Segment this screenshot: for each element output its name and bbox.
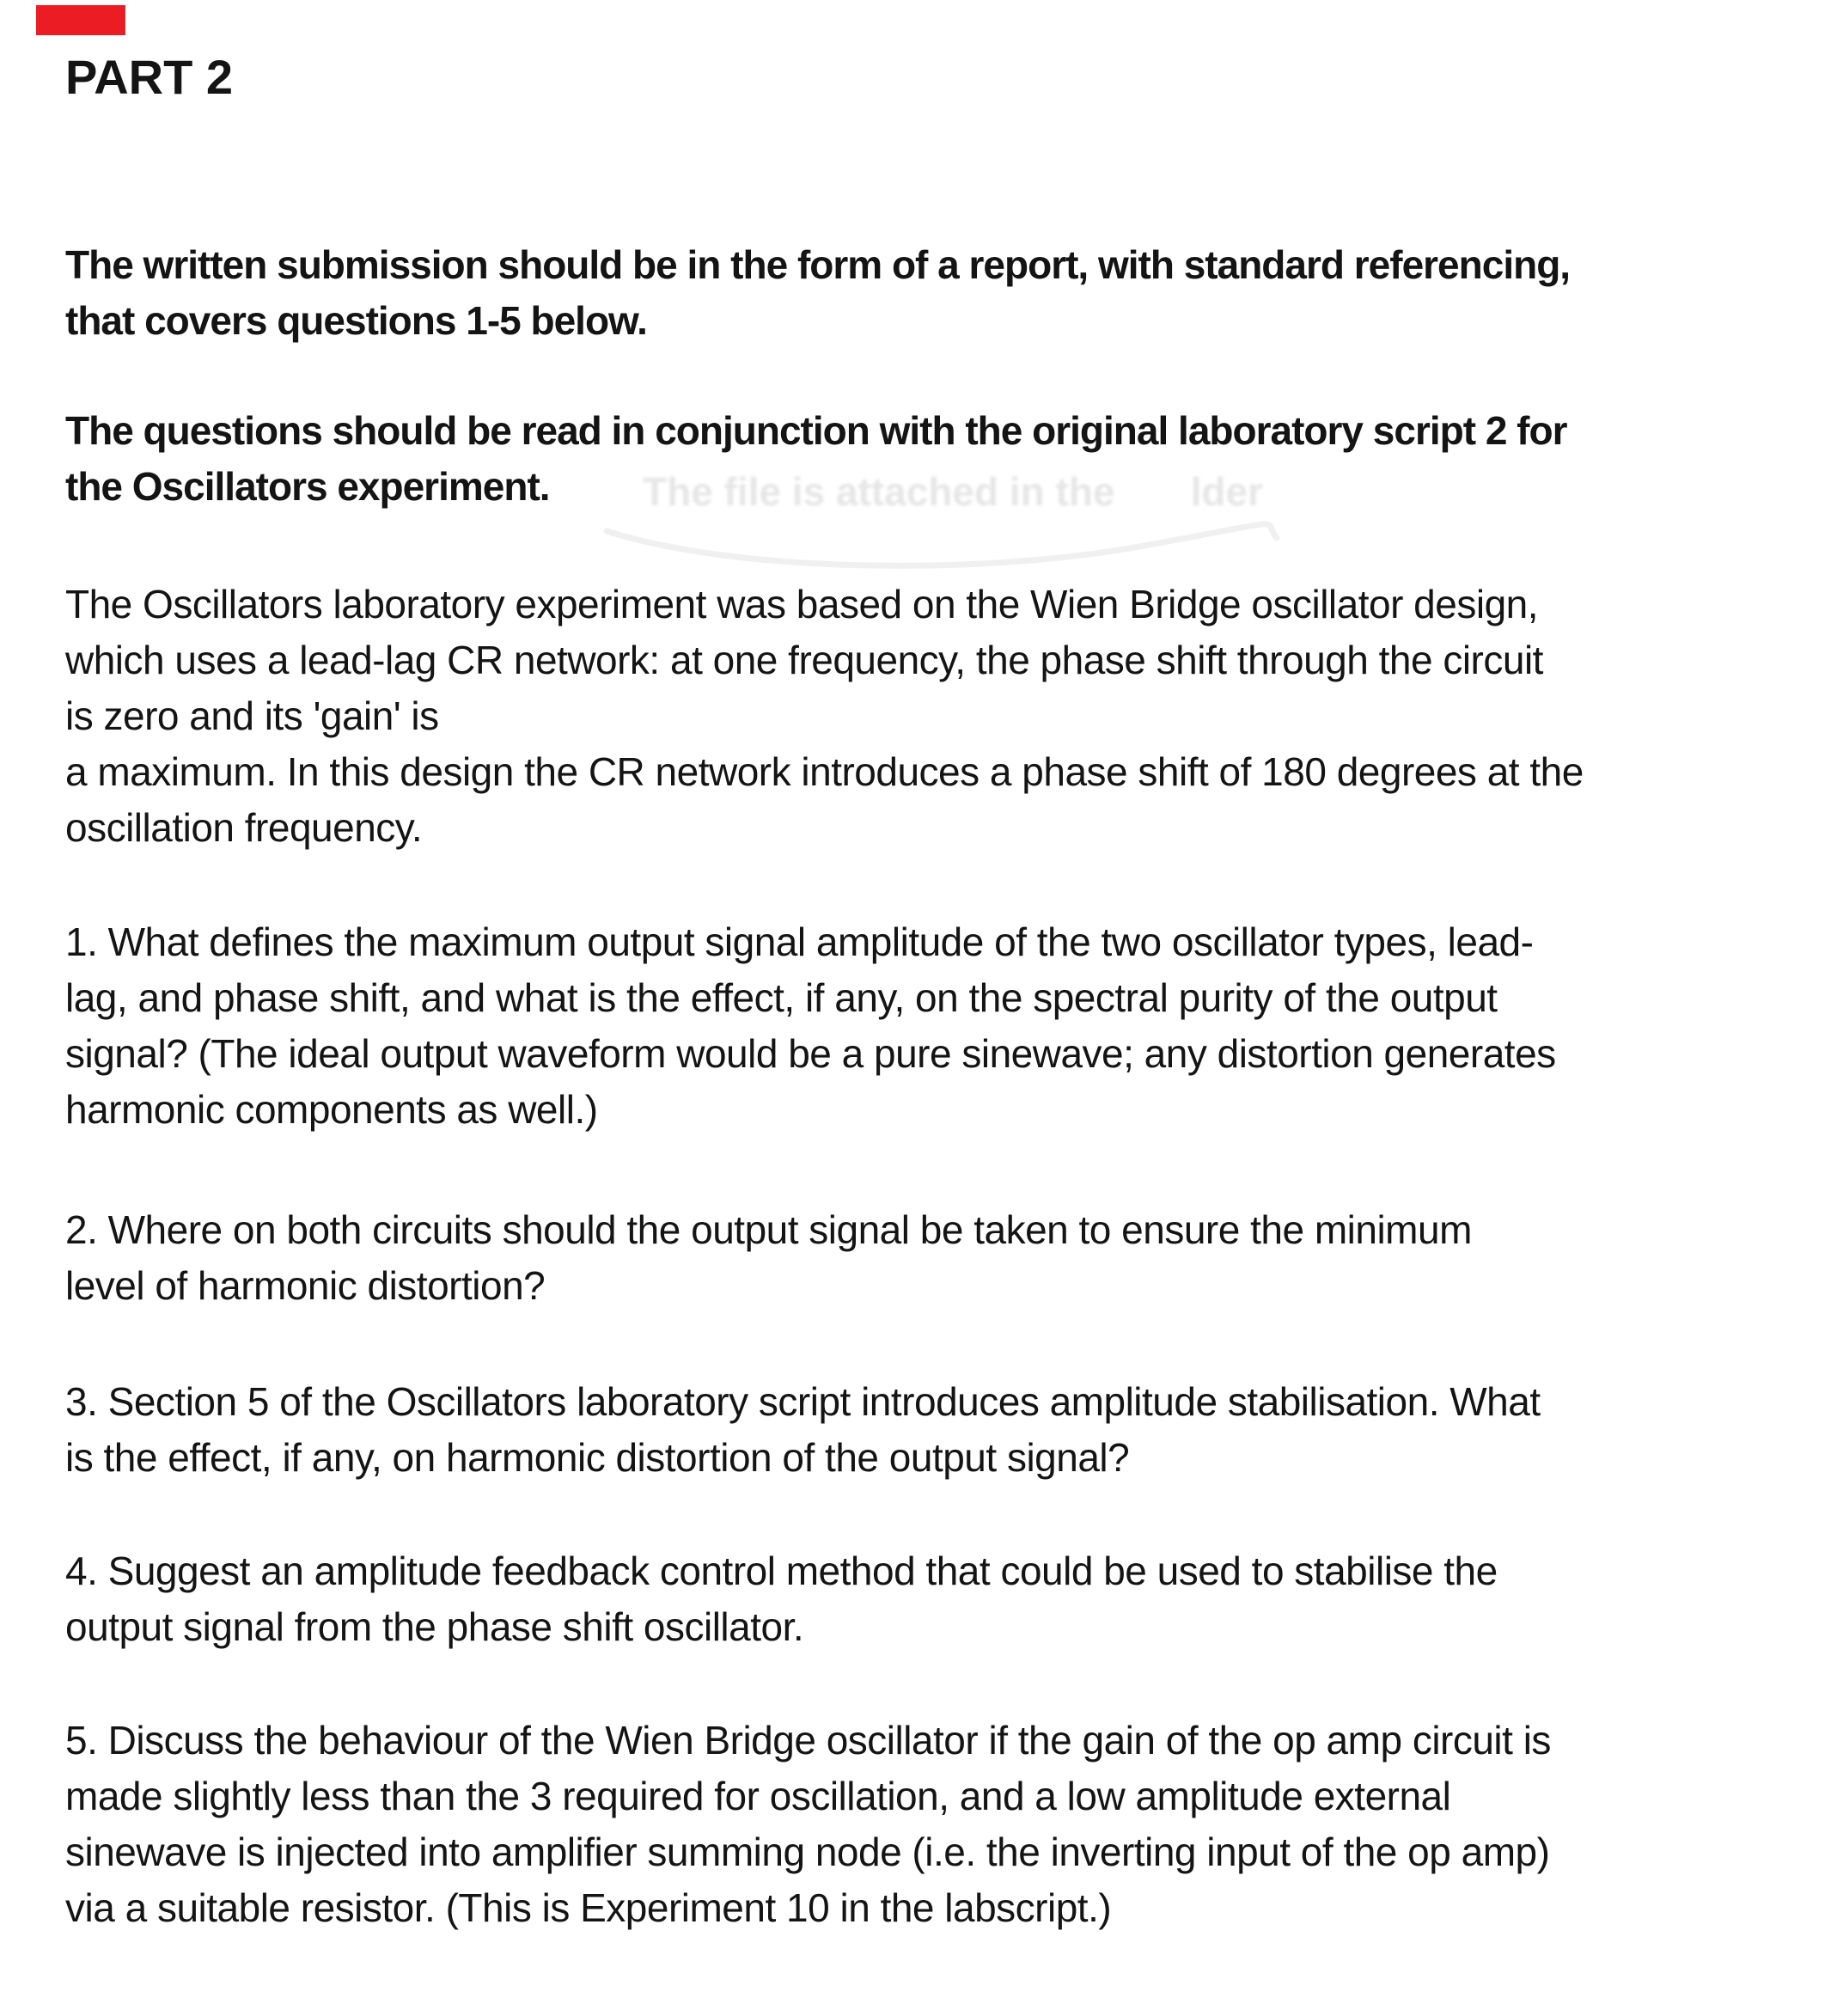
ghost-text-part: The file is attached in the	[643, 469, 1115, 514]
intro-paragraph-1	[65, 237, 1570, 349]
question-line: 5. Discuss the behaviour of the Wien Bridge oscillator if the gain of the op amp circuit is	[65, 1718, 1551, 1762]
question-5	[65, 1713, 1551, 1936]
paragraph-line: The Oscillators laboratory experiment was based on the Wien Bridge oscillator design,	[65, 582, 1539, 626]
intro-paragraph-3	[65, 577, 1584, 856]
question-3	[65, 1374, 1541, 1486]
paragraph-line: oscillation frequency.	[65, 805, 423, 850]
paragraph-line: that covers questions 1-5 below.	[65, 298, 647, 343]
question-line: is the effect, if any, on harmonic distortion of the output signal?	[65, 1435, 1130, 1480]
question-line: 2. Where on both circuits should the output signal be taken to ensure the minimum	[65, 1207, 1472, 1252]
paragraph-line: is zero and its 'gain' is	[65, 693, 439, 738]
question-line: 3. Section 5 of the Oscillators laboratory script introduces amplitude stabilisation. What	[65, 1379, 1541, 1424]
question-line: 1. What defines the maximum output signal amplitude of the two oscillator types, lead-	[65, 919, 1534, 964]
red-marker-box	[36, 5, 125, 35]
paragraph-line: The written submission should be in the form of a report, with standard referencing,	[65, 242, 1571, 287]
paragraph-line: The questions should be read in conjunction with the original laboratory script 2 for	[65, 408, 1567, 453]
ghost-text-part: lder	[1190, 469, 1263, 514]
question-4	[65, 1543, 1498, 1655]
question-line: level of harmonic distortion?	[65, 1263, 546, 1308]
question-line: lag, and phase shift, and what is the effect, if any, on the spectral purity of the output	[65, 975, 1498, 1020]
question-line: harmonic components as well.)	[65, 1087, 598, 1132]
question-line: output signal from the phase shift oscillator.	[65, 1604, 804, 1649]
page-title: PART 2	[65, 50, 233, 104]
question-line: via a suitable resistor. (This is Experiment 10 in the labscript.)	[65, 1885, 1112, 1930]
question-line: sinewave is injected into amplifier summing node (i.e. the inverting input of the op amp)	[65, 1830, 1550, 1874]
question-line: 4. Suggest an amplitude feedback control method that could be used to stabilise the	[65, 1549, 1498, 1593]
question-2	[65, 1202, 1472, 1314]
paragraph-line: a maximum. In this design the CR network introduces a phase shift of 180 degrees at the	[65, 749, 1584, 794]
ghost-scribble-mark	[598, 505, 1285, 583]
question-line: made slightly less than the 3 required for oscillation, and a low amplitude external	[65, 1774, 1451, 1818]
paragraph-line: which uses a lead-lag CR network: at one frequency, the phase shift through the circuit	[65, 638, 1543, 682]
question-1	[65, 914, 1556, 1138]
paragraph-line: the Oscillators experiment.	[65, 464, 550, 509]
question-line: signal? (The ideal output waveform would be a pure sinewave; any distortion generates	[65, 1031, 1556, 1076]
